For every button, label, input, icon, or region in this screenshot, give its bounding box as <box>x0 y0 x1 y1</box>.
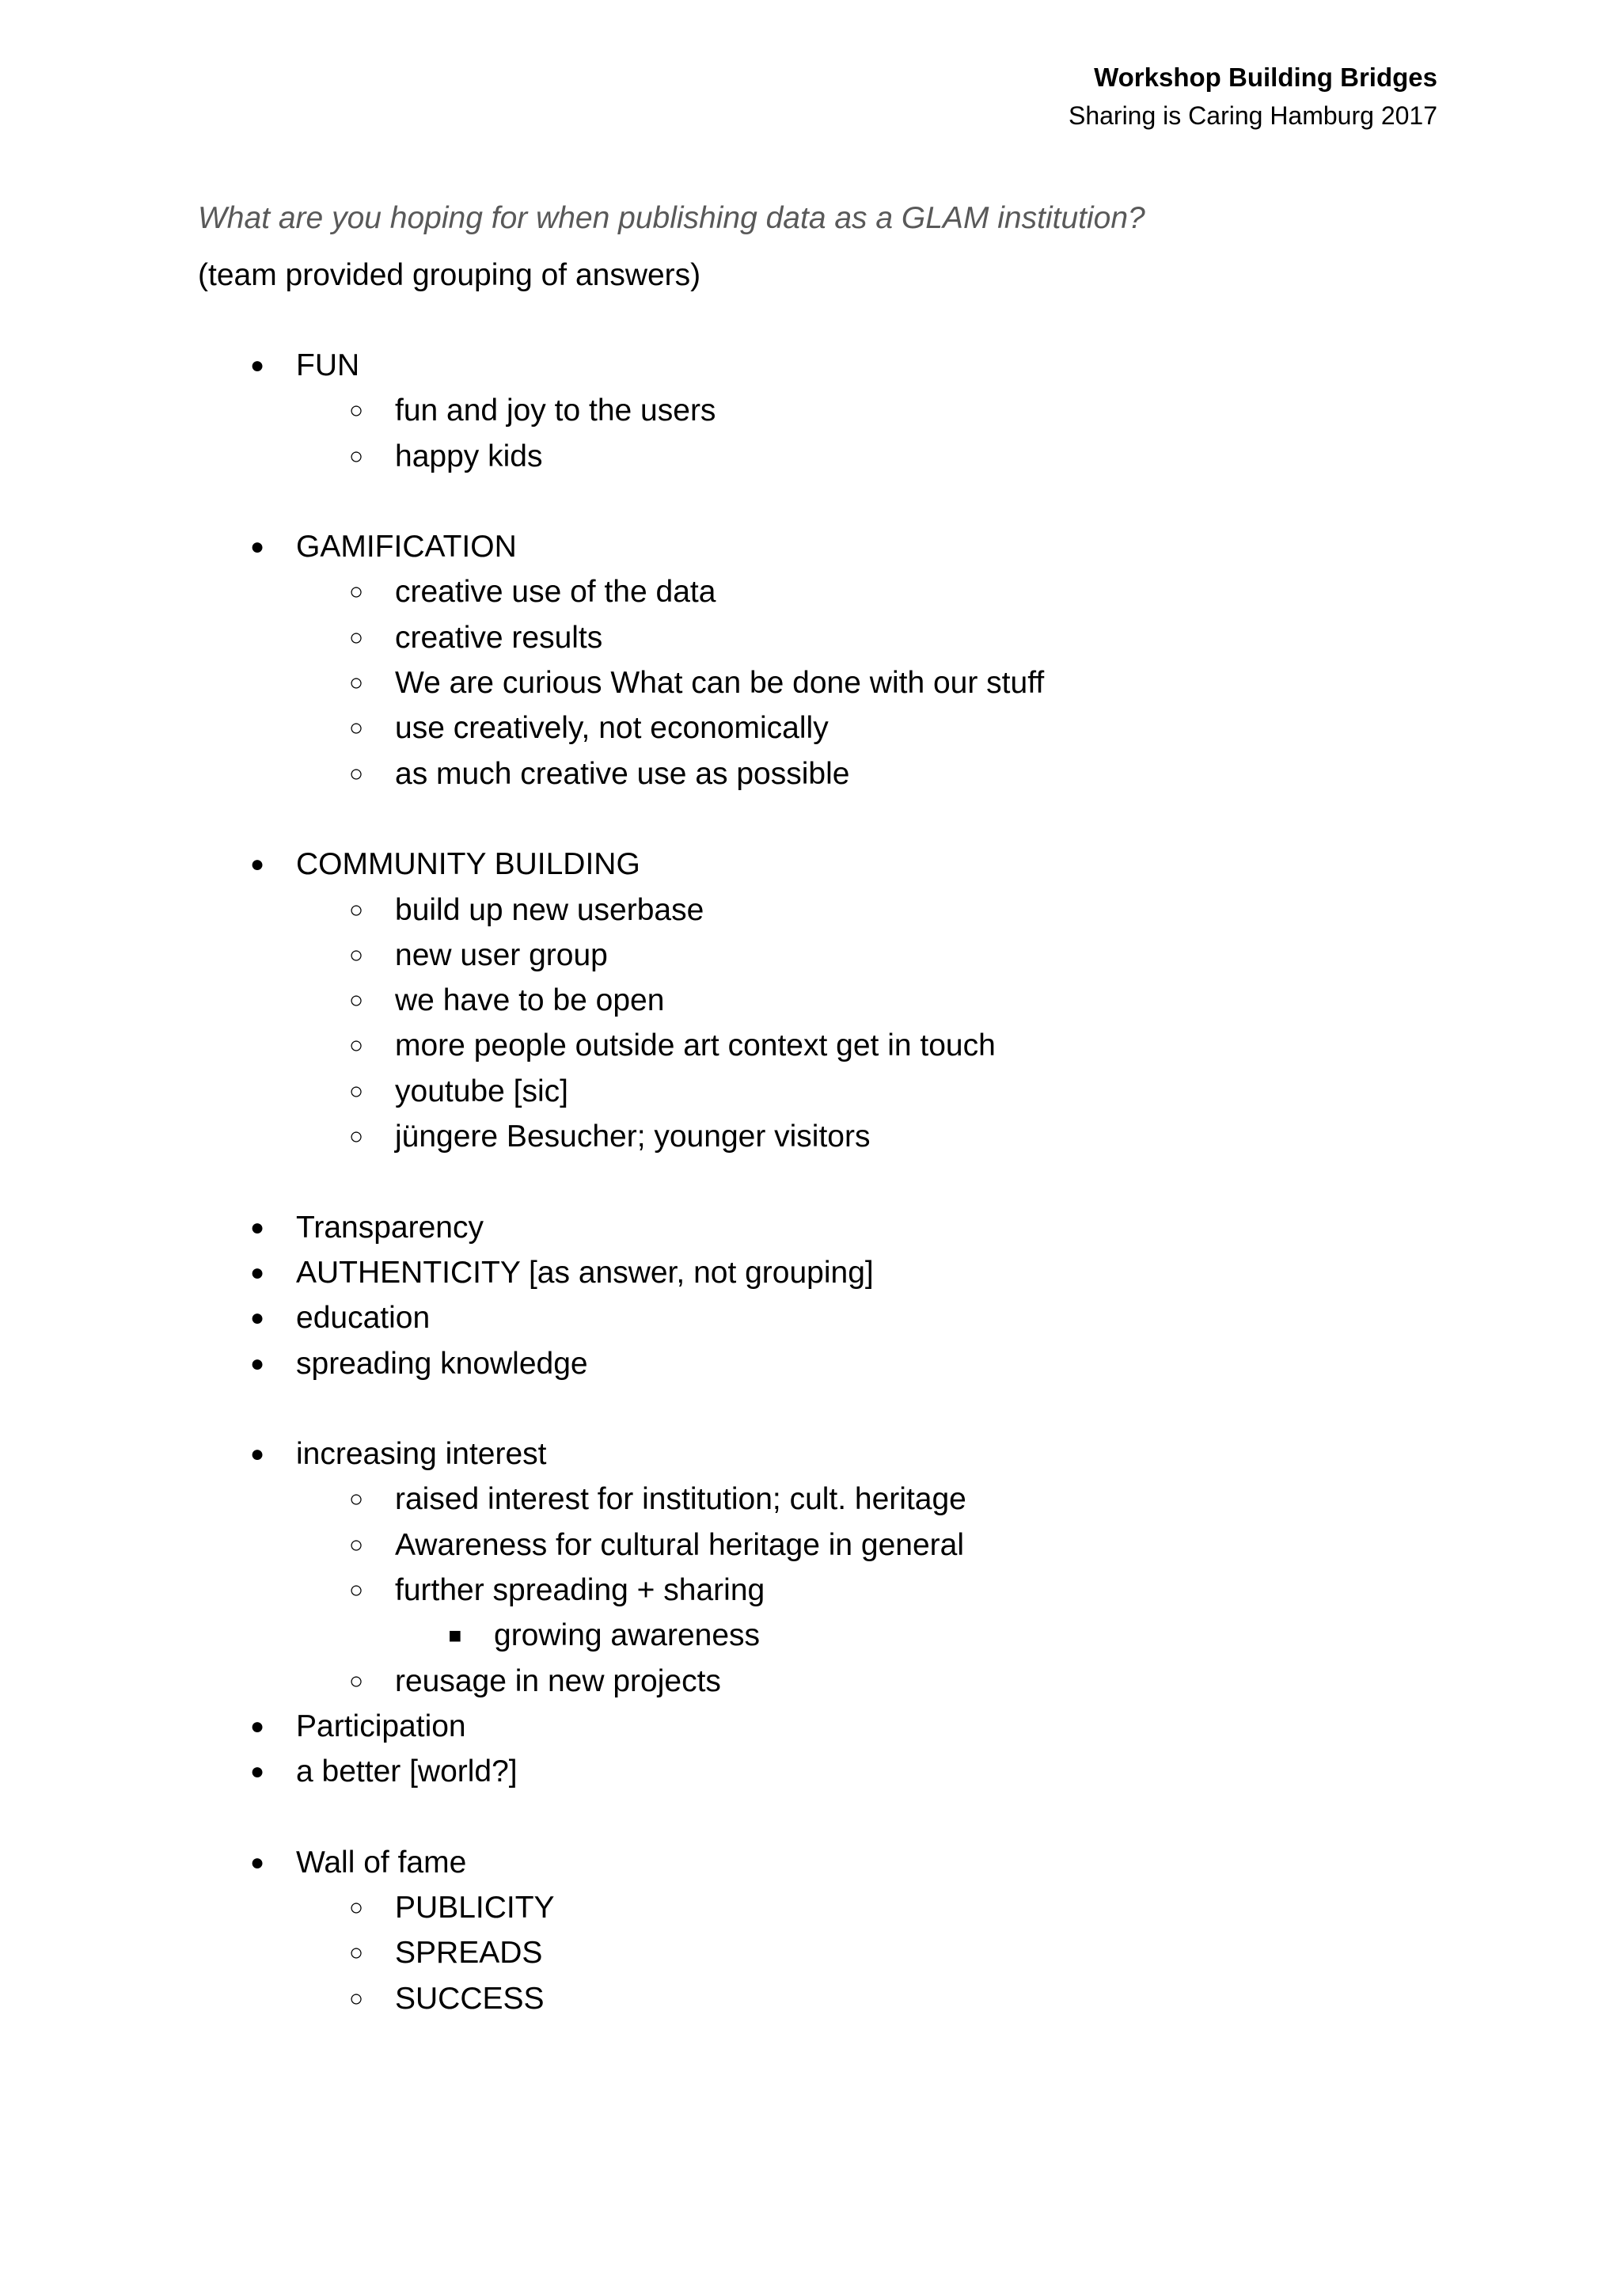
list-item <box>0 569 1621 614</box>
list-item-label: build up new userbase <box>395 892 704 927</box>
list-item-label: Participation <box>296 1709 466 1743</box>
hollow-circle-bullet-icon: ○ <box>348 1078 364 1104</box>
list-item-label: we have to be open <box>395 983 665 1018</box>
list-item <box>0 1659 1621 1704</box>
grouping-note: (team provided grouping of answers) <box>198 258 701 292</box>
list-item <box>0 933 1621 978</box>
list-item <box>0 1069 1621 1114</box>
hollow-circle-bullet-icon: ○ <box>348 760 364 787</box>
list-item <box>0 615 1621 660</box>
hollow-circle-bullet-icon: ○ <box>348 1032 364 1059</box>
hollow-circle-bullet-icon: ○ <box>348 443 364 469</box>
hollow-circle-bullet-icon: ○ <box>348 1940 364 1967</box>
hollow-circle-bullet-icon: ○ <box>348 1895 364 1922</box>
list-item-label: happy kids <box>395 439 543 473</box>
list-item-label: FUN <box>296 348 360 382</box>
list-item-label: as much creative use as possible <box>395 756 850 791</box>
list-item-label: raised interest for institution; cult. heritage <box>395 1482 966 1517</box>
hollow-circle-bullet-icon: ○ <box>348 397 364 424</box>
hollow-circle-bullet-icon: ○ <box>348 1486 364 1513</box>
list-item <box>0 1205 1621 1250</box>
list-item-label: creative results <box>395 620 603 655</box>
list-item-label: We are curious What can be done with our stuff <box>395 666 1045 701</box>
list-item-label: more people outside art context get in touch <box>395 1028 996 1063</box>
filled-square-bullet-icon: ■ <box>448 1623 462 1648</box>
filled-circle-bullet-icon: ● <box>249 352 265 378</box>
hollow-circle-bullet-icon: ○ <box>348 670 364 697</box>
hollow-circle-bullet-icon: ○ <box>348 715 364 742</box>
filled-circle-bullet-icon: ● <box>249 1849 265 1876</box>
list-item <box>0 1522 1621 1568</box>
list-item <box>0 1295 1621 1340</box>
header-subtitle: Sharing is Caring Hamburg 2017 <box>1068 101 1437 130</box>
list-item-label: youtube [sic] <box>395 1074 568 1108</box>
list-item <box>0 1885 1621 1930</box>
list-item-label: a better [world?] <box>296 1754 518 1789</box>
list-item-label: COMMUNITY BUILDING <box>296 847 640 882</box>
hollow-circle-bullet-icon: ○ <box>348 987 364 1014</box>
list-item-label: Transparency <box>296 1210 484 1245</box>
list-item-label: fun and joy to the users <box>395 393 716 428</box>
list-item-label: Wall of fame <box>296 1845 467 1880</box>
list-item <box>0 1568 1621 1613</box>
list-item <box>0 660 1621 705</box>
list-item <box>0 524 1621 569</box>
list-item-label: SUCCESS <box>395 1981 545 2016</box>
list-item <box>0 434 1621 479</box>
list-item-label: increasing interest <box>296 1437 547 1472</box>
list-item <box>0 1976 1621 2021</box>
list-item <box>0 1704 1621 1749</box>
question-text: What are you hoping for when publishing data as a GLAM institution? <box>198 201 1145 235</box>
filled-circle-bullet-icon: ● <box>249 1712 265 1739</box>
filled-circle-bullet-icon: ● <box>249 1214 265 1241</box>
list-item <box>0 1477 1621 1522</box>
list-item-label: AUTHENTICITY [as answer, not grouping] <box>296 1255 874 1290</box>
hollow-circle-bullet-icon: ○ <box>348 1577 364 1604</box>
list-item-label: education <box>296 1301 431 1336</box>
filled-circle-bullet-icon: ● <box>249 1758 265 1785</box>
filled-circle-bullet-icon: ● <box>249 851 265 878</box>
list-item-label: jüngere Besucher; younger visitors <box>395 1119 871 1154</box>
hollow-circle-bullet-icon: ○ <box>348 1531 364 1558</box>
list-item-label: creative use of the data <box>395 575 716 610</box>
filled-circle-bullet-icon: ● <box>249 1305 265 1332</box>
list-item-label: growing awareness <box>494 1618 761 1653</box>
list-item-label: new user group <box>395 937 608 972</box>
filled-circle-bullet-icon: ● <box>249 1259 265 1286</box>
hollow-circle-bullet-icon: ○ <box>348 896 364 923</box>
filled-circle-bullet-icon: ● <box>249 1441 265 1468</box>
list-item-label: spreading knowledge <box>296 1346 588 1381</box>
list-item <box>0 1114 1621 1159</box>
hollow-circle-bullet-icon: ○ <box>348 579 364 606</box>
list-item-label: PUBLICITY <box>395 1891 555 1925</box>
document-header <box>1069 59 1437 135</box>
list-item <box>0 1930 1621 1975</box>
list-item-label: Awareness for cultural heritage in general <box>395 1527 965 1562</box>
hollow-circle-bullet-icon: ○ <box>348 1123 364 1150</box>
list-item <box>0 978 1621 1023</box>
list-item <box>0 1840 1621 1885</box>
list-item-label: use creatively, not economically <box>395 711 829 746</box>
list-item <box>0 1613 1621 1658</box>
answer-list <box>0 343 1621 2021</box>
list-item-label: GAMIFICATION <box>296 530 517 564</box>
header-title: Workshop Building Bridges <box>1094 63 1437 92</box>
list-item <box>0 1341 1621 1386</box>
hollow-circle-bullet-icon: ○ <box>348 624 364 651</box>
hollow-circle-bullet-icon: ○ <box>348 1985 364 2012</box>
list-item <box>0 705 1621 751</box>
hollow-circle-bullet-icon: ○ <box>348 941 364 968</box>
hollow-circle-bullet-icon: ○ <box>348 1667 364 1694</box>
list-item <box>0 388 1621 433</box>
list-item <box>0 1023 1621 1068</box>
filled-circle-bullet-icon: ● <box>249 534 265 561</box>
filled-circle-bullet-icon: ● <box>249 1350 265 1377</box>
list-item <box>0 1250 1621 1295</box>
list-item <box>0 888 1621 933</box>
list-item <box>0 751 1621 796</box>
list-item <box>0 343 1621 388</box>
list-item <box>0 1431 1621 1477</box>
list-item-label: reusage in new projects <box>395 1663 721 1698</box>
list-item-label: further spreading + sharing <box>395 1573 765 1608</box>
list-item <box>0 842 1621 887</box>
list-item <box>0 1749 1621 1794</box>
list-item-label: SPREADS <box>395 1936 543 1971</box>
